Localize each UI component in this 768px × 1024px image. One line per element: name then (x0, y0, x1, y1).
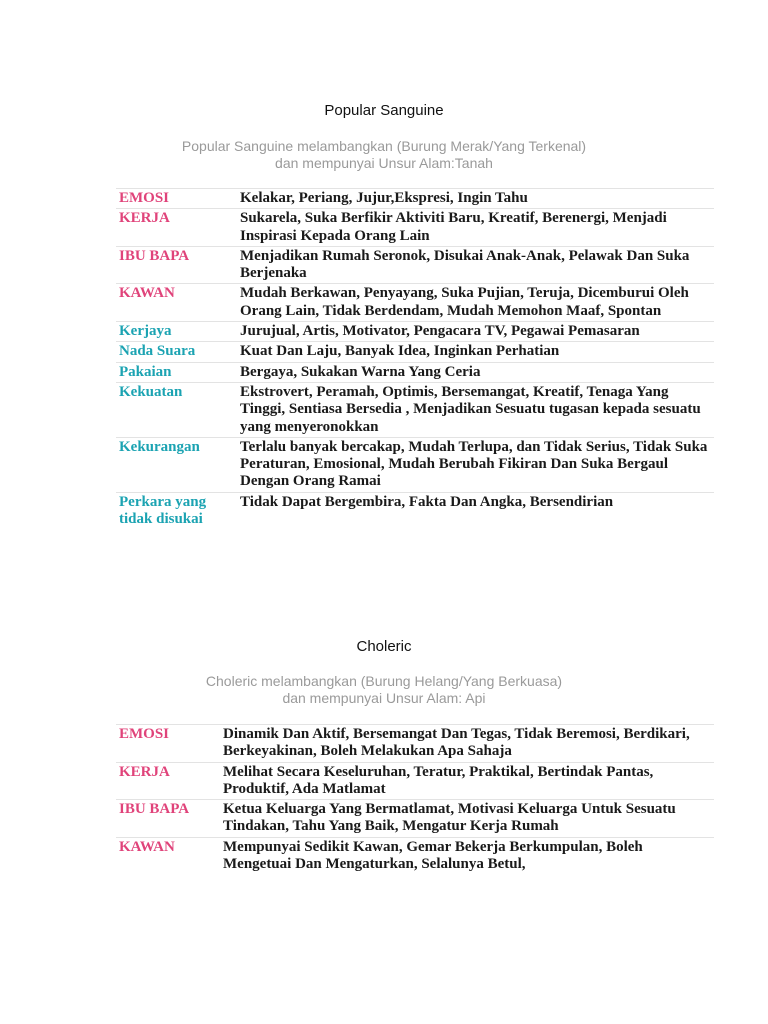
row-value: Terlalu banyak bercakap, Mudah Terlupa, dan Tidak Serius, Tidak Suka Peraturan, Emosional, Mudah Berubah Fikiran Dan Suka Bergaul Dengan Orang Ramai (237, 437, 714, 492)
row-value: Kelakar, Periang, Jujur,Ekspresi, Ingin Tahu (237, 189, 714, 209)
section-title-choleric: Choleric (356, 638, 412, 655)
table-row (116, 382, 714, 437)
table-row (116, 492, 714, 529)
section-subtitle-choleric (0, 673, 768, 707)
row-label: EMOSI (116, 189, 237, 209)
row-label: KERJA (116, 209, 237, 247)
row-value: Menjadikan Rumah Seronok, Disukai Anak-Anak, Pelawak Dan Suka Berjenaka (237, 246, 714, 284)
row-label: IBU BAPA (116, 800, 220, 838)
row-label: IBU BAPA (116, 246, 237, 284)
row-value: Sukarela, Suka Berfikir Aktiviti Baru, Kreatif, Berenergi, Menjadi Inspirasi Kepada Orang Lain (237, 209, 714, 247)
table-row (116, 362, 714, 382)
section-subtitle-sanguine (0, 138, 768, 172)
table-row (116, 437, 714, 492)
row-value: Ketua Keluarga Yang Bermatlamat, Motivasi Keluarga Untuk Sesuatu Tindakan, Tahu Yang Baik, Mengatur Kerja Rumah (220, 800, 714, 838)
row-value: Mudah Berkawan, Penyayang, Suka Pujian, Teruja, Dicemburui Oleh Orang Lain, Tidak Berdendam, Mudah Memohon Maaf, Spontan (237, 284, 714, 322)
row-value: Ekstrovert, Peramah, Optimis, Bersemangat, Kreatif, Tenaga Yang Tinggi, Sentiasa Bersedia , Menjadikan Sesuatu tugasan kepada sesuatu yang menyeronokkan (237, 382, 714, 437)
subtitle-line: Choleric melambangkan (Burung Helang/Yang Berkuasa) (205, 673, 563, 689)
row-label: Kekuatan (116, 382, 237, 437)
section-title-sanguine: Popular Sanguine (324, 102, 444, 119)
table-row (116, 322, 714, 342)
row-label: Nada Suara (116, 342, 237, 362)
table-row (116, 246, 714, 284)
row-label: KERJA (116, 762, 220, 800)
row-label: Perkara yang tidak disukai (116, 492, 237, 529)
table-row (116, 762, 714, 800)
subtitle-line: dan mempunyai Unsur Alam:Tanah (275, 155, 493, 171)
row-label: Pakaian (116, 362, 237, 382)
row-value: Jurujual, Artis, Motivator, Pengacara TV, Pegawai Pemasaran (237, 322, 714, 342)
subtitle-line: Popular Sanguine melambangkan (Burung Merak/Yang Terkenal) (181, 138, 587, 154)
table-row (116, 342, 714, 362)
row-value: Dinamik Dan Aktif, Bersemangat Dan Tegas, Tidak Beremosi, Berdikari, Berkeyakinan, Boleh Melakukan Apa Sahaja (220, 725, 714, 763)
row-label: KAWAN (116, 284, 237, 322)
row-value: Melihat Secara Keseluruhan, Teratur, Praktikal, Bertindak Pantas, Produktif, Ada Matlamat (220, 762, 714, 800)
traits-table-sanguine (116, 188, 714, 529)
row-label: Kerjaya (116, 322, 237, 342)
row-value: Mempunyai Sedikit Kawan, Gemar Bekerja Berkumpulan, Boleh Mengetuai Dan Mengaturkan, Selalunya Betul, (220, 837, 714, 874)
table-row (116, 209, 714, 247)
table-row (116, 189, 714, 209)
row-value: Kuat Dan Laju, Banyak Idea, Inginkan Perhatian (237, 342, 714, 362)
table-row (116, 837, 714, 874)
row-label: EMOSI (116, 725, 220, 763)
row-label: KAWAN (116, 837, 220, 874)
table-row (116, 284, 714, 322)
row-value: Bergaya, Sukakan Warna Yang Ceria (237, 362, 714, 382)
traits-table-choleric (116, 724, 714, 874)
row-value: Tidak Dapat Bergembira, Fakta Dan Angka, Bersendirian (237, 492, 714, 529)
row-label: Kekurangan (116, 437, 237, 492)
subtitle-line: dan mempunyai Unsur Alam: Api (282, 690, 486, 706)
table-row (116, 800, 714, 838)
table-row (116, 725, 714, 763)
